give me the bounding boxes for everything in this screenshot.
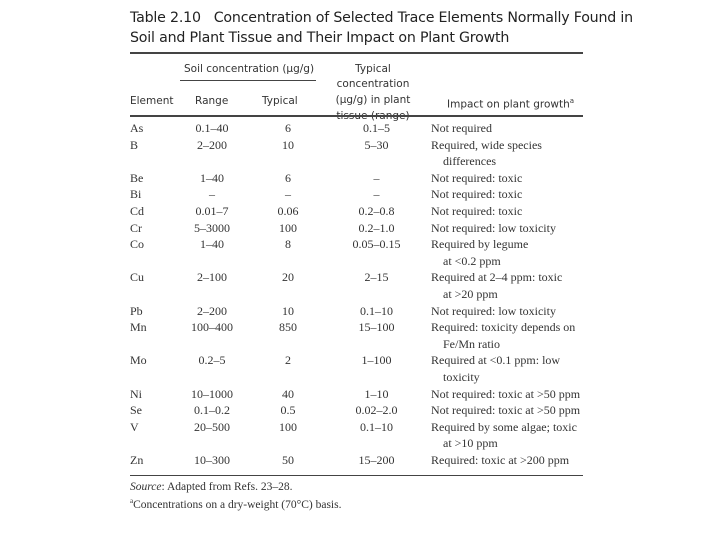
impact-cell xyxy=(431,120,585,137)
range-cell: 0.1–0.2 xyxy=(194,403,230,418)
element-cell: Cr xyxy=(130,220,142,235)
element-cell: Ni xyxy=(130,386,142,401)
table-body xyxy=(130,120,585,468)
plant-tissue-cell: – xyxy=(373,187,380,202)
element-cell: B xyxy=(130,137,139,152)
table-row xyxy=(130,319,585,352)
impact-line: Required by legume xyxy=(431,237,529,252)
impact-line: Not required: low toxicity xyxy=(431,303,556,318)
source-note xyxy=(130,481,292,493)
table-title xyxy=(130,8,633,48)
typical-cell: 100 xyxy=(279,220,297,235)
typical-cell: 10 xyxy=(282,303,294,318)
typical-cell: 2 xyxy=(285,353,291,368)
impact-line: Not required xyxy=(431,121,492,135)
impact-line: Not required: toxic at >50 ppm xyxy=(431,403,581,418)
plant-tissue-cell: 1–100 xyxy=(361,353,392,368)
plant-tissue-cell: 15–200 xyxy=(358,452,395,467)
typical-cell: 8 xyxy=(285,237,291,252)
footnote-mark: a xyxy=(130,497,134,505)
impact-cell xyxy=(431,137,585,170)
typical-cell: 850 xyxy=(279,320,297,335)
impact-line: Not required: toxic xyxy=(431,170,523,185)
plant-tissue-cell: 0.1–10 xyxy=(360,303,393,318)
header-soil-group: Soil concentration (µg/g) xyxy=(184,63,315,75)
impact-cell xyxy=(431,170,585,187)
table-row xyxy=(130,170,585,187)
impact-cell xyxy=(431,319,585,352)
header-impact-label: Impact on plant growth xyxy=(447,98,570,111)
range-cell: 2–100 xyxy=(197,270,227,285)
typical-cell: 20 xyxy=(282,270,294,285)
title-line-2: Soil and Plant Tissue and Their Impact on Plant Growth xyxy=(130,30,510,46)
impact-cell xyxy=(431,352,585,385)
range-cell: 2–200 xyxy=(197,137,227,152)
element-cell: V xyxy=(130,419,139,434)
typical-cell: 0.06 xyxy=(277,203,299,218)
element-cell: Se xyxy=(130,403,142,418)
element-cell: As xyxy=(130,121,144,135)
plant-tissue-cell: 0.1–5 xyxy=(363,121,390,135)
header-plant-line-2: (µg/g) in plant xyxy=(335,94,411,106)
range-cell: 20–500 xyxy=(194,419,230,434)
impact-line: Not required: toxic xyxy=(431,203,523,218)
range-cell: 0.01–7 xyxy=(195,203,229,218)
header-range: Range xyxy=(195,95,229,107)
plant-tissue-cell: 0.02–2.0 xyxy=(355,403,398,418)
impact-cell xyxy=(431,236,585,269)
typical-cell: 50 xyxy=(282,452,294,467)
impact-line: Required by some algae; toxic xyxy=(431,419,577,434)
element-cell: Be xyxy=(130,170,144,185)
range-cell: 2–200 xyxy=(197,303,227,318)
footnote xyxy=(130,497,341,511)
bottom-rule xyxy=(130,475,583,476)
header-impact-footnote: a xyxy=(569,97,575,105)
table-row xyxy=(130,386,585,403)
impact-line: Fe/Mn ratio xyxy=(443,336,500,351)
range-cell: 0.2–5 xyxy=(198,353,226,368)
range-cell: 5–3000 xyxy=(194,220,230,235)
plant-tissue-cell: 0.2–0.8 xyxy=(358,203,395,218)
plant-tissue-cell: 0.2–1.0 xyxy=(358,220,395,235)
range-cell: 10–1000 xyxy=(191,386,233,401)
range-cell: 10–300 xyxy=(194,452,230,467)
header-impact xyxy=(447,94,574,113)
impact-line: at <0.2 ppm xyxy=(443,253,501,268)
plant-tissue-cell: 0.05–0.15 xyxy=(352,237,401,252)
footnote-text: Concentrations on a dry-weight (70°C) basis. xyxy=(133,498,342,511)
element-cell: Pb xyxy=(130,303,143,318)
typical-cell: 6 xyxy=(285,121,291,135)
element-cell: Co xyxy=(130,237,145,252)
impact-cell xyxy=(431,186,585,203)
impact-cell xyxy=(431,303,585,320)
impact-cell xyxy=(431,419,585,452)
table-row xyxy=(130,452,585,469)
impact-line: Not required: low toxicity xyxy=(431,220,556,235)
range-cell: – xyxy=(209,187,215,202)
header-typical: Typical xyxy=(262,95,298,107)
element-cell: Cd xyxy=(130,203,145,218)
impact-cell xyxy=(431,452,585,469)
impact-line: Not required: toxic at >50 ppm xyxy=(431,386,581,401)
table-row xyxy=(130,120,585,137)
impact-cell xyxy=(431,203,585,220)
table-row xyxy=(130,269,585,302)
header-rule xyxy=(130,115,583,117)
source-text: : Adapted from Refs. 23–28. xyxy=(161,481,293,493)
impact-cell xyxy=(431,269,585,302)
impact-cell xyxy=(431,220,585,237)
table-row xyxy=(130,220,585,237)
table-row xyxy=(130,352,585,385)
table-row xyxy=(130,303,585,320)
impact-line: Required: toxic at >200 ppm xyxy=(431,452,570,467)
table-row xyxy=(130,137,585,170)
impact-line: toxicity xyxy=(443,369,480,384)
table-row xyxy=(130,402,585,419)
table-row xyxy=(130,203,585,220)
typical-cell: – xyxy=(285,187,291,202)
typical-cell: 100 xyxy=(279,419,297,434)
impact-line: Required at 2–4 ppm: toxic xyxy=(431,270,563,285)
typical-cell: 0.5 xyxy=(280,403,296,418)
typical-cell: 40 xyxy=(282,386,294,401)
plant-tissue-cell: 1–10 xyxy=(364,386,389,401)
impact-cell xyxy=(431,402,585,419)
element-cell: Cu xyxy=(130,270,145,285)
element-cell: Zn xyxy=(130,452,144,467)
range-cell: 0.1–40 xyxy=(195,121,229,135)
plant-tissue-cell: 2–15 xyxy=(364,270,389,285)
range-cell: 1–40 xyxy=(200,170,224,185)
impact-line: Required: toxicity depends on xyxy=(431,320,576,335)
table-row xyxy=(130,236,585,269)
header-element: Element xyxy=(130,95,174,107)
element-cell: Bi xyxy=(130,187,142,202)
element-cell: Mn xyxy=(130,320,147,335)
impact-line: at >20 ppm xyxy=(443,286,498,301)
impact-line: differences xyxy=(443,154,497,169)
range-cell: 1–40 xyxy=(200,237,224,252)
element-cell: Mo xyxy=(130,353,147,368)
impact-line: Required at <0.1 ppm: low xyxy=(431,353,561,368)
plant-tissue-cell: 15–100 xyxy=(358,320,395,335)
title-line-1: Table 2.10 Concentration of Selected Trace Elements Normally Found in xyxy=(130,10,633,26)
typical-cell: 6 xyxy=(285,170,291,185)
soil-group-rule xyxy=(180,80,316,81)
table-row xyxy=(130,186,585,203)
plant-tissue-cell: – xyxy=(373,170,380,185)
header-plant-line-1: Typical concentration xyxy=(336,63,410,90)
impact-line: Required, wide species xyxy=(431,137,542,152)
impact-line: at >10 ppm xyxy=(443,436,498,451)
source-label: Source xyxy=(130,481,162,493)
plant-tissue-cell: 0.1–10 xyxy=(360,419,393,434)
range-cell: 100–400 xyxy=(191,320,233,335)
impact-line: Not required: toxic xyxy=(431,187,523,202)
plant-tissue-cell: 5–30 xyxy=(364,137,389,152)
table-row xyxy=(130,419,585,452)
impact-cell xyxy=(431,386,585,403)
typical-cell: 10 xyxy=(282,137,294,152)
top-rule xyxy=(130,52,583,54)
